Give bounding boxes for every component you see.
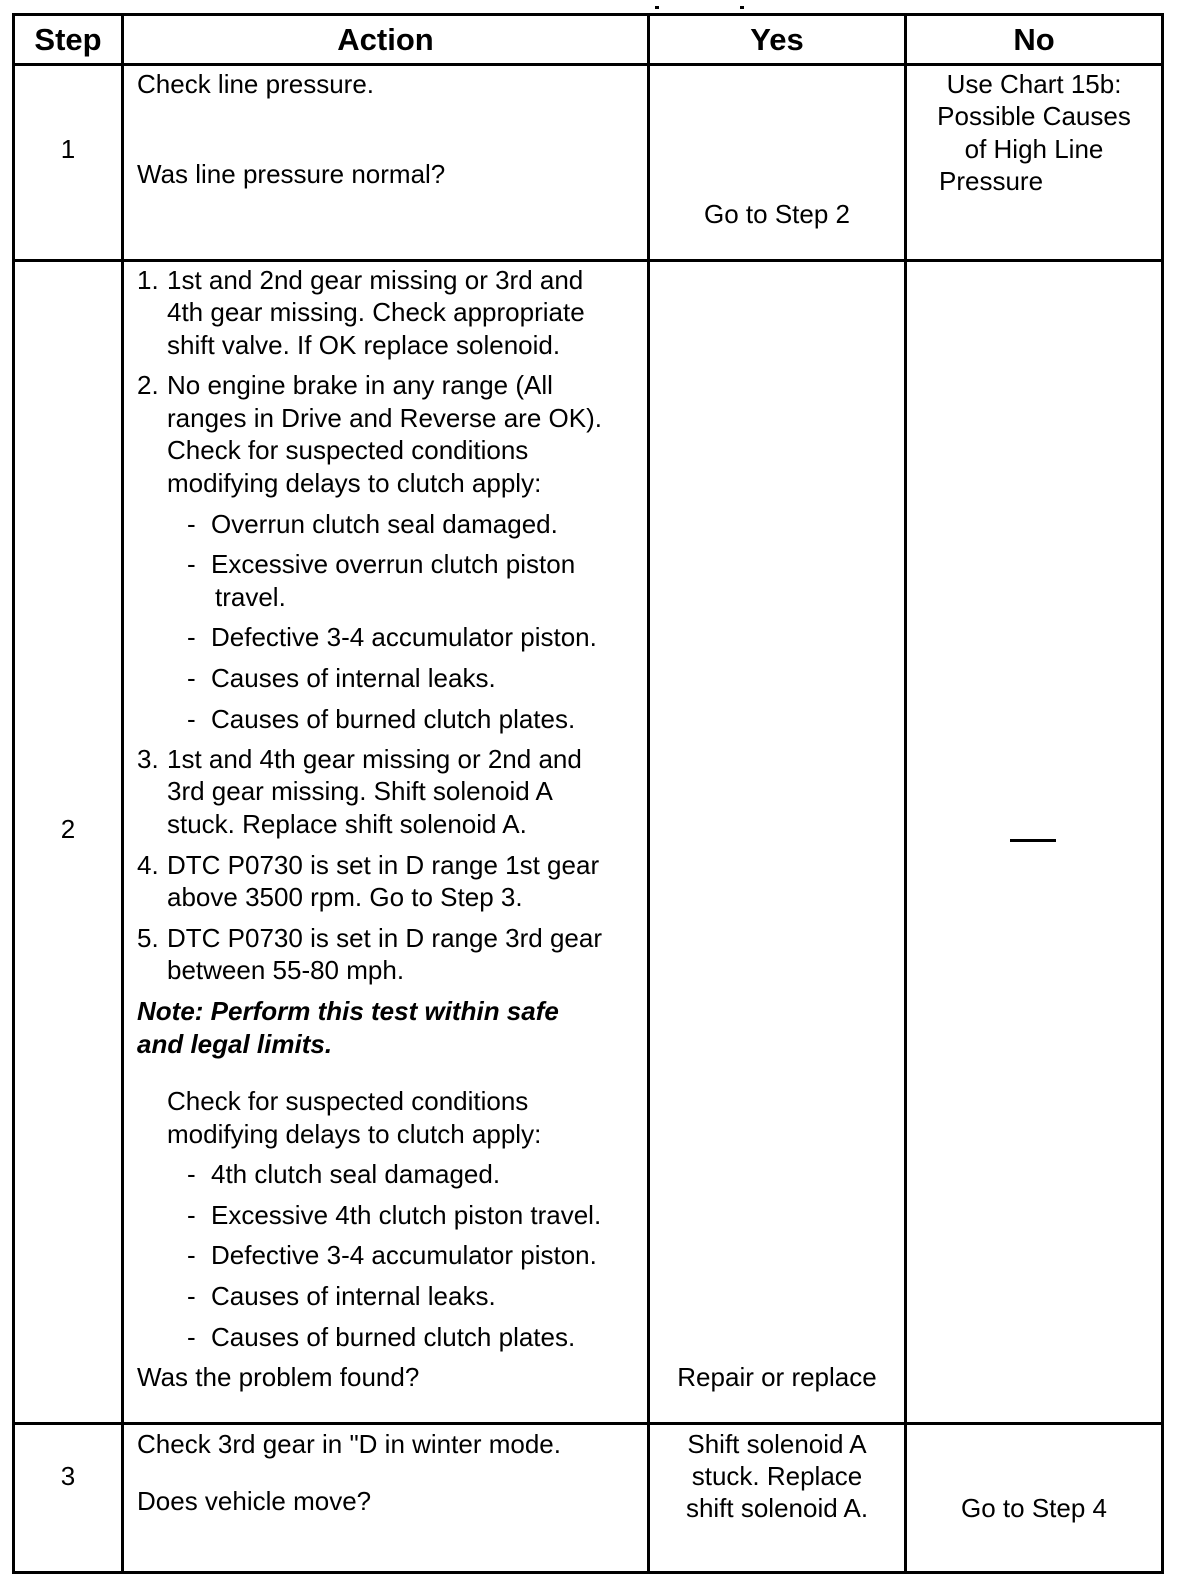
item-line: DTC P0730 is set in D range 3rd gear bbox=[167, 923, 602, 953]
scan-mark bbox=[655, 6, 659, 9]
action-text: Check 3rd gear in "D in winter mode. bbox=[137, 1429, 561, 1459]
item-line: shift valve. If OK replace solenoid. bbox=[167, 330, 561, 360]
bullet-text: Causes of internal leaks. bbox=[211, 1281, 496, 1311]
bullet-dash: - bbox=[187, 1240, 196, 1270]
item-line: ranges in Drive and Reverse are OK). bbox=[167, 403, 602, 433]
yes-text: Shift solenoid A bbox=[687, 1429, 867, 1459]
yes-text: stuck. Replace bbox=[691, 1461, 863, 1491]
row-divider bbox=[15, 259, 1161, 262]
action-text: Check line pressure. bbox=[137, 69, 374, 99]
bullet-text: Causes of burned clutch plates. bbox=[211, 704, 576, 734]
header-no: No bbox=[1013, 22, 1055, 57]
bullet-text: Overrun clutch seal damaged. bbox=[211, 509, 558, 539]
item-line: modifying delays to clutch apply: bbox=[167, 468, 542, 498]
item-line: DTC P0730 is set in D range 1st gear bbox=[167, 850, 600, 880]
safety-note: Note: Perform this test within safe bbox=[137, 996, 559, 1026]
no-text: Use Chart 15b: bbox=[946, 69, 1122, 99]
scan-mark bbox=[740, 6, 744, 9]
header-yes: Yes bbox=[750, 22, 804, 57]
bullet-text: Causes of internal leaks. bbox=[211, 663, 496, 693]
no-dash bbox=[1010, 839, 1056, 842]
step-number: 3 bbox=[60, 1461, 76, 1491]
item-number: 2. bbox=[137, 370, 159, 400]
safety-note: and legal limits. bbox=[137, 1029, 333, 1059]
bullet-dash: - bbox=[187, 1322, 196, 1352]
action-question: Was line pressure normal? bbox=[137, 159, 446, 189]
bullet-dash: - bbox=[187, 1159, 196, 1189]
bullet-dash: - bbox=[187, 622, 196, 652]
no-text: Possible Causes bbox=[937, 101, 1131, 131]
item-line: 1st and 4th gear missing or 2nd and bbox=[167, 744, 582, 774]
bullet-dash: - bbox=[187, 509, 196, 539]
item-line: 1st and 2nd gear missing or 3rd and bbox=[167, 265, 584, 295]
bullet-text: Causes of burned clutch plates. bbox=[211, 1322, 576, 1352]
bullet-dash: - bbox=[187, 1281, 196, 1311]
bullet-text: Defective 3-4 accumulator piston. bbox=[211, 622, 597, 652]
check-text: modifying delays to clutch apply: bbox=[167, 1119, 542, 1149]
bullet-dash: - bbox=[187, 1200, 196, 1230]
no-text: Pressure bbox=[939, 166, 1044, 196]
item-line: stuck. Replace shift solenoid A. bbox=[167, 809, 527, 839]
header-step: Step bbox=[34, 22, 102, 57]
action-question: Was the problem found? bbox=[137, 1362, 420, 1392]
row-divider bbox=[15, 63, 1161, 66]
step-number: 2 bbox=[60, 814, 76, 844]
yes-text: Repair or replace bbox=[677, 1362, 877, 1392]
bullet-dash: - bbox=[187, 663, 196, 693]
item-line: above 3500 rpm. Go to Step 3. bbox=[167, 882, 523, 912]
bullet-text: 4th clutch seal damaged. bbox=[211, 1159, 501, 1189]
check-text: Check for suspected conditions bbox=[167, 1086, 529, 1116]
item-number: 4. bbox=[137, 850, 159, 880]
column-divider bbox=[647, 16, 650, 1571]
header-action: Action bbox=[337, 22, 434, 57]
yes-text: shift solenoid A. bbox=[685, 1493, 869, 1523]
item-line: No engine brake in any range (All bbox=[167, 370, 553, 400]
item-line: 3rd gear missing. Shift solenoid A bbox=[167, 776, 553, 806]
bullet-dash: - bbox=[187, 549, 196, 579]
item-number: 3. bbox=[137, 744, 159, 774]
row-divider bbox=[15, 1422, 1161, 1425]
item-number: 1. bbox=[137, 265, 159, 295]
bullet-text: Excessive 4th clutch piston travel. bbox=[211, 1200, 602, 1230]
column-divider bbox=[904, 16, 907, 1571]
item-line: 4th gear missing. Check appropriate bbox=[167, 297, 585, 327]
bullet-text: travel. bbox=[215, 582, 286, 612]
no-text: of High Line bbox=[964, 134, 1104, 164]
bullet-dash: - bbox=[187, 704, 196, 734]
bullet-text: Excessive overrun clutch piston bbox=[211, 549, 576, 579]
no-text: Go to Step 4 bbox=[961, 1493, 1107, 1523]
item-line: between 55-80 mph. bbox=[167, 955, 405, 985]
bullet-text: Defective 3-4 accumulator piston. bbox=[211, 1240, 597, 1270]
action-question: Does vehicle move? bbox=[137, 1486, 372, 1516]
item-line: Check for suspected conditions bbox=[167, 435, 529, 465]
item-number: 5. bbox=[137, 923, 159, 953]
column-divider bbox=[121, 16, 124, 1571]
yes-text: Go to Step 2 bbox=[704, 199, 850, 229]
step-number: 1 bbox=[60, 134, 76, 164]
